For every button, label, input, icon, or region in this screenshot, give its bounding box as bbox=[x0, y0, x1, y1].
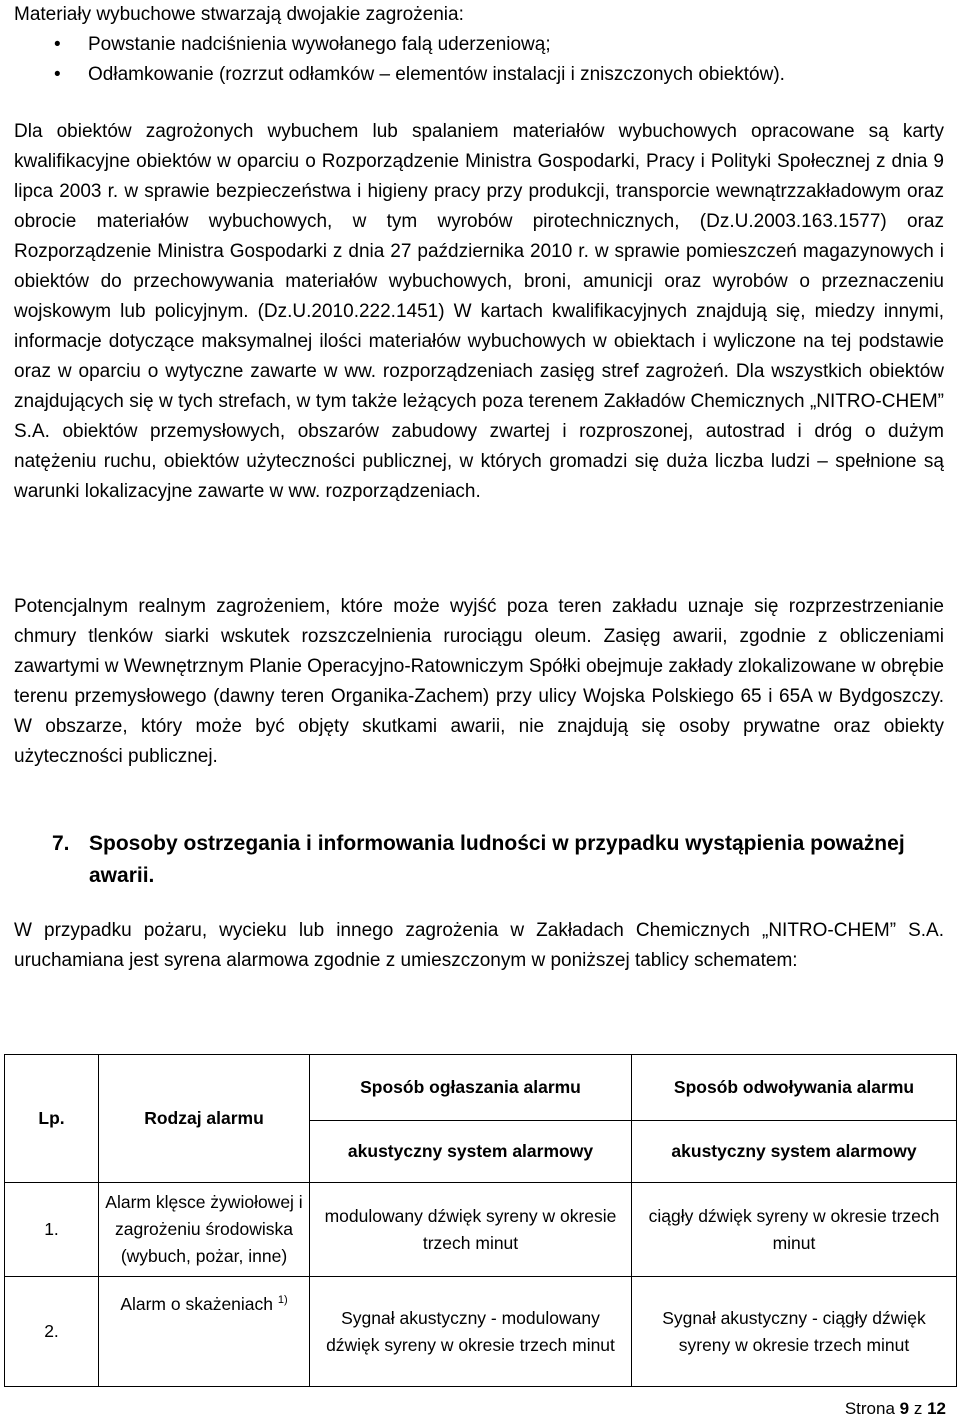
intro-lead: Materiały wybuchowe stwarzają dwojakie zagrożenia: bbox=[14, 4, 464, 25]
header-alarm-type: Rodzaj alarmu bbox=[99, 1055, 310, 1183]
paragraph-siren-intro: W przypadku pożaru, wycieku lub innego zagrożenia w Zakładach Chemicznych „NITRO-CHEM” S.A. uruchamiana jest syrena alarmowa zgodnie z umieszczonym w poniższej tablicy schematem: bbox=[14, 920, 944, 971]
header-lp: Lp. bbox=[5, 1055, 99, 1183]
header-announce: Sposób ogłaszania alarmu bbox=[310, 1055, 632, 1121]
section-title: Sposoby ostrzegania i informowania ludności w przypadku wystąpienia poważnej awarii. bbox=[89, 832, 905, 887]
cell-alarm-type bbox=[99, 1183, 310, 1277]
cell-announce: Sygnał akustyczny - modulowany dźwięk syreny w okresie trzech minut bbox=[310, 1277, 632, 1387]
footer-prefix: Strona bbox=[844, 1399, 895, 1418]
paragraph-regulations: Dla obiektów zagrożonych wybuchem lub spalaniem materiałów wybuchowych opracowane są karty kwalifikacyjne obiektów w oparciu o Rozporządzenie Ministra Gospodarki, Pracy i Polityki Społecznej z dnia 9 lipca 2003 r. w sprawie bezpieczeństwa i higieny pracy przy produkcji, transporcie wewnątrzzakładowym oraz obrocie materiałów wybuchowych, w tym wyrobów pirotechnicznych, (Dz.U.2003.163.1577) oraz Rozporządzenie Ministra Gospodarki z dnia 27 października 2010 r. w sprawie pomieszczeń magazynowych i obiektów do przechowywania materiałów wybuchowych, broni, amunicji oraz wyrobów o przeznaczeniu wojskowym lub policyjnym. (Dz.U.2010.222.1451) W kartach kwalifikacyjnych znajdują się, miedzy innymi, informacje dotyczące maksymalnej ilości materiałów wybuchowych w obiektach i wyliczone na tej podstawie oraz w oparciu o wytyczne zawarte w ww. rozporządzeniach zasięg stref zagrożeń. Dla wszystkich obiektów znajdujących się w tych strefach, w tym także leżących poza terenem Zakładów Chemicznych „NITRO-CHEM” S.A. obiektów przemysłowych, obszarów zabudowy zwartej i rozproszonej, autostrad i dróg o dużym natężeniu ruchu, obiektów użyteczności publicznej, w których gromadzi się duża liczba ludzi – spełnione są warunki lokalizacyjne zawarte w ww. rozporządzeniach. bbox=[14, 121, 944, 502]
bullet-item bbox=[14, 60, 944, 90]
alarm-type-text: Alarm o skażeniach bbox=[120, 1294, 274, 1314]
footer-page-number: 9 bbox=[899, 1399, 910, 1418]
footnote-marker: 1) bbox=[277, 1294, 288, 1307]
page-footer bbox=[845, 1398, 946, 1420]
table-header-row bbox=[5, 1055, 957, 1121]
alarm-table bbox=[4, 1054, 957, 1387]
paragraph-potential-hazard: Potencjalnym realnym zagrożeniem, które może wyjść poza teren zakładu uznaje się rozprzestrzenianie chmury tlenków siarki wskutek rozszczelnienia rurociągu oleum. Zasięg awarii, zgodnie z obliczeniami zawartymi w Wewnętrznym Planie Operacyjno-Ratowniczym Spółki obejmuje zakłady zlokalizowane w obrębie terenu przemysłowego (dawny teren Organika-Zachem) przy ulicy Wojska Polskiego 65 i 65A w Bydgoszczy. W obszarze, który może być objęty skutkami awarii, nie znajdują się osoby prywatne oraz obiekty użyteczności publicznej. bbox=[14, 596, 944, 767]
footer-page-total: 12 bbox=[927, 1399, 946, 1418]
bullet-item bbox=[14, 30, 944, 60]
header-cancel: Sposób odwoływania alarmu bbox=[632, 1055, 957, 1121]
alarm-type-text: Alarm klęsce żywiołowej i zagrożeniu środowiska (wybuch, pożar, inne) bbox=[105, 1192, 303, 1266]
bullet-text: Powstanie nadciśnienia wywołanego falą uderzeniową; bbox=[88, 34, 551, 55]
header-announce-method: akustyczny system alarmowy bbox=[310, 1121, 632, 1183]
cell-lp: 1. bbox=[5, 1183, 99, 1277]
section-number: 7. bbox=[52, 832, 70, 855]
table-row bbox=[5, 1183, 957, 1277]
cell-lp: 2. bbox=[5, 1277, 99, 1387]
cell-alarm-type bbox=[99, 1277, 310, 1387]
cell-cancel: ciągły dźwięk syreny w okresie trzech minut bbox=[632, 1183, 957, 1277]
bullet-icon: • bbox=[54, 64, 61, 85]
intro-block bbox=[14, 0, 944, 90]
bullet-text: Odłamkowanie (rozrzut odłamków – elementów instalacji i zniszczonych obiektów). bbox=[88, 64, 785, 85]
header-cancel-method: akustyczny system alarmowy bbox=[632, 1121, 957, 1183]
footer-separator: z bbox=[913, 1399, 923, 1418]
table-row bbox=[5, 1277, 957, 1387]
bullet-icon: • bbox=[54, 34, 61, 55]
cell-announce: modulowany dźwięk syreny w okresie trzech minut bbox=[310, 1183, 632, 1277]
section-heading bbox=[52, 828, 942, 892]
intro-bullet-list bbox=[14, 30, 944, 90]
cell-cancel: Sygnał akustyczny - ciągły dźwięk syreny w okresie trzech minut bbox=[632, 1277, 957, 1387]
